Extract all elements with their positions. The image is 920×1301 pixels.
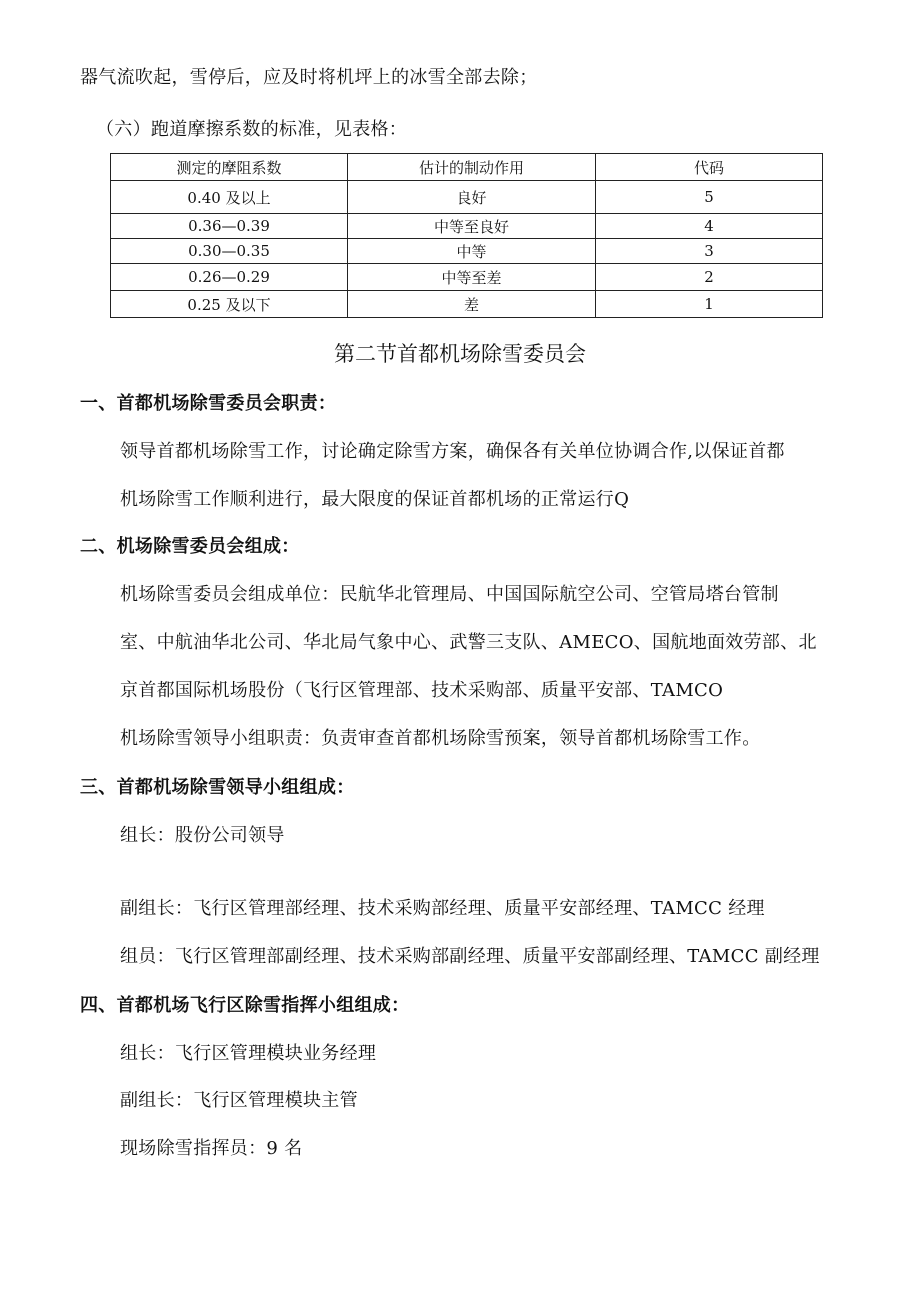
- body-line: 组长：飞行区管理模块业务经理: [120, 1043, 377, 1064]
- cell-braking: 良好: [348, 181, 596, 214]
- table-header-row: [111, 154, 823, 181]
- table-row: [111, 181, 823, 214]
- body-line: 现场除雪指挥员：9 名: [120, 1138, 303, 1159]
- body-line: 副组长：飞行区管理模块主管: [120, 1090, 358, 1111]
- body-line: 京首都国际机场股份（飞行区管理部、技术采购部、质量平安部、TAMCO: [120, 680, 724, 701]
- cell-braking: 中等至良好: [348, 214, 596, 239]
- table-caption: （六）跑道摩擦系数的标准，见表格：: [96, 119, 408, 140]
- cell-code: 2: [596, 264, 823, 291]
- body-line: 组长：股份公司领导: [120, 825, 285, 846]
- cell-braking: 差: [348, 291, 596, 318]
- body-line: 机场除雪工作顺利进行，最大限度的保证首都机场的正常运行Q: [120, 489, 630, 510]
- friction-coefficient-table: [110, 153, 823, 318]
- header-measured-friction: 测定的摩阻系数: [111, 154, 348, 181]
- cell-friction: 0.26—0.29: [111, 264, 348, 291]
- cell-code: 3: [596, 239, 823, 264]
- header-code: 代码: [596, 154, 823, 181]
- header-braking-action: 估计的制动作用: [348, 154, 596, 181]
- body-line: 室、中航油华北公司、华北局气象中心、武警三支队、AMECO、国航地面效劳部、北: [120, 632, 817, 653]
- body-line: 组员：飞行区管理部副经理、技术采购部副经理、质量平安部副经理、TAMCC 副经理: [120, 946, 820, 967]
- cell-code: 5: [596, 181, 823, 214]
- cell-friction: 0.36—0.39: [111, 214, 348, 239]
- body-line: 副组长：飞行区管理部经理、技术采购部经理、质量平安部经理、TAMCC 经理: [120, 898, 765, 919]
- cell-friction: 0.25 及以下: [111, 291, 348, 318]
- table-row: [111, 264, 823, 291]
- cell-code: 1: [596, 291, 823, 318]
- heading-committee-composition: 二、机场除雪委员会组成：: [80, 536, 300, 557]
- heading-committee-duties: 一、首都机场除雪委员会职责：: [80, 393, 337, 414]
- body-line: 领导首都机场除雪工作，讨论确定除雪方案，确保各有关单位协调合作,以保证首都: [120, 441, 785, 462]
- table-row: [111, 214, 823, 239]
- cell-code: 4: [596, 214, 823, 239]
- table-row: [111, 291, 823, 318]
- table-row: [111, 239, 823, 264]
- body-line: 机场除雪领导小组职责：负责审查首都机场除雪预案，领导首都机场除雪工作。: [120, 728, 761, 749]
- cell-friction: 0.40 及以上: [111, 181, 348, 214]
- cell-braking: 中等: [348, 239, 596, 264]
- heading-leadership-group: 三、首都机场除雪领导小组组成：: [80, 777, 355, 798]
- section-title: 第二节首都机场除雪委员会: [334, 342, 586, 366]
- cell-braking: 中等至差: [348, 264, 596, 291]
- intro-line: 器气流吹起，雪停后，应及时将机坪上的冰雪全部去除；: [80, 67, 538, 88]
- body-line: 机场除雪委员会组成单位：民航华北管理局、中国国际航空公司、空管局塔台管制: [120, 584, 779, 605]
- heading-command-group: 四、首都机场飞行区除雪指挥小组组成：: [80, 995, 410, 1016]
- cell-friction: 0.30—0.35: [111, 239, 348, 264]
